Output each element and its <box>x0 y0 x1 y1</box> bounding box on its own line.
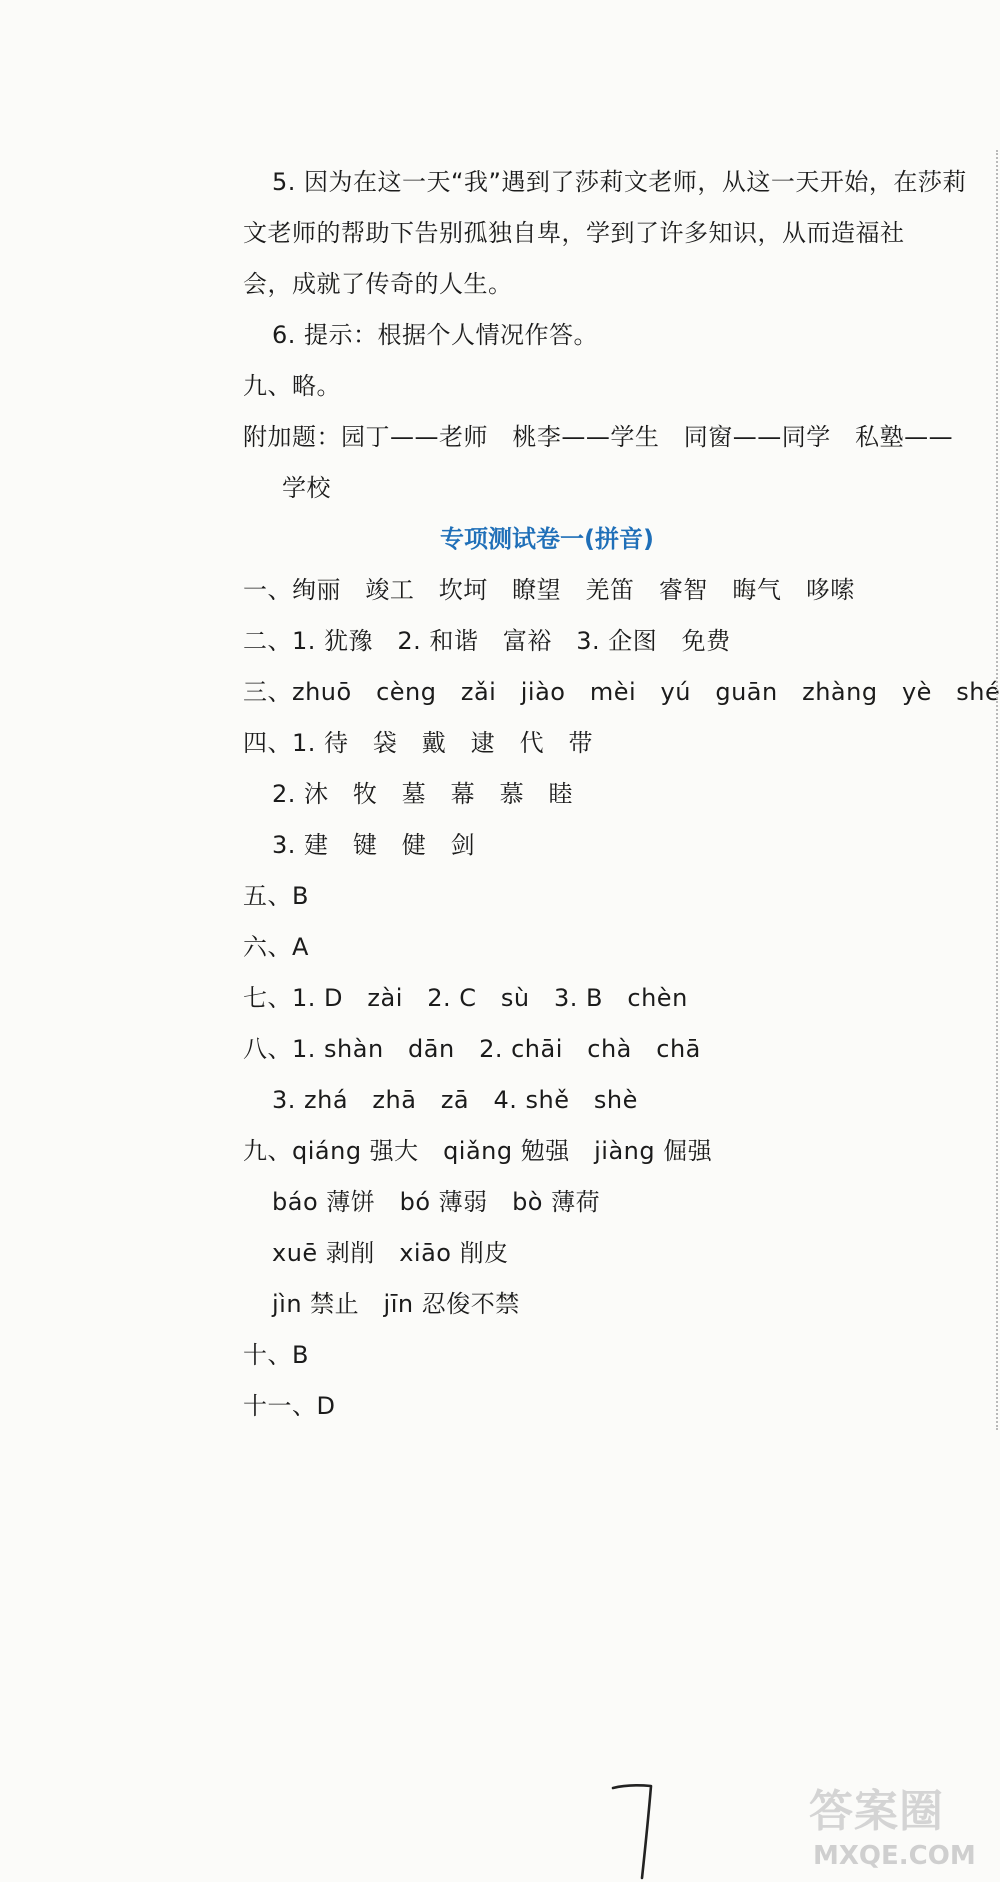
section-title: 专项测试卷一(拼音) <box>440 525 654 553</box>
pinyin-answer-9-3: xuē 剥削 xiāo 削皮 <box>272 1239 509 1267</box>
handwritten-page-number <box>609 1782 669 1882</box>
answer-item-6: 6. 提示：根据个人情况作答。 <box>272 321 599 349</box>
pinyin-answer-7: 七、1. D zài 2. C sù 3. B chèn <box>243 984 688 1012</box>
watermark-logo: 答案圈 <box>809 1786 944 1837</box>
pinyin-answer-9-1: 九、qiáng 强大 qiǎng 勉强 jiàng 倔强 <box>243 1137 713 1165</box>
pinyin-answer-8-2: 3. zhá zhā zā 4. shě shè <box>272 1086 638 1114</box>
pinyin-answer-8-1: 八、1. shàn dān 2. chāi chà chā <box>243 1035 701 1063</box>
pinyin-answer-4-3: 3. 建 键 健 剑 <box>272 831 476 859</box>
pinyin-answer-11: 十一、D <box>243 1392 336 1420</box>
pinyin-answer-5: 五、B <box>243 882 309 910</box>
page-edge-divider <box>996 150 998 1430</box>
pinyin-answer-1: 一、绚丽 竣工 坎坷 瞭望 羌笛 睿智 晦气 哆嗦 <box>243 576 855 604</box>
answer-item-5-line-2: 文老师的帮助下告别孤独自卑，学到了许多知识，从而造福社 <box>243 219 905 247</box>
watermark-url: MXQE.COM <box>813 1841 976 1871</box>
answer-item-5-line-1: 5. 因为在这一天“我”遇到了莎莉文老师，从这一天开始，在莎莉 <box>272 168 967 196</box>
answer-item-9: 九、略。 <box>243 372 341 400</box>
pinyin-answer-10: 十、B <box>243 1341 309 1369</box>
pinyin-answer-4-1: 四、1. 待 袋 戴 逮 代 带 <box>243 729 593 757</box>
pinyin-answer-2: 二、1. 犹豫 2. 和谐 富裕 3. 企图 免费 <box>243 627 731 655</box>
bonus-question-line-2: 学校 <box>282 474 331 502</box>
bonus-question-line-1: 附加题：园丁——老师 桃李——学生 同窗——同学 私塾—— <box>243 423 954 451</box>
answer-item-5-line-3: 会，成就了传奇的人生。 <box>243 270 513 298</box>
pinyin-answer-6: 六、A <box>243 933 309 961</box>
pinyin-answer-9-4: jìn 禁止 jīn 忍俊不禁 <box>272 1290 520 1318</box>
watermark <box>809 1787 994 1875</box>
pinyin-answer-4-2: 2. 沐 牧 墓 幕 慕 睦 <box>272 780 573 808</box>
pinyin-answer-9-2: báo 薄饼 bó 薄弱 bò 薄荷 <box>272 1188 601 1216</box>
pinyin-answer-3: 三、zhuō cèng zǎi jiào mèi yú guān zhàng yè shé <box>243 678 1000 706</box>
